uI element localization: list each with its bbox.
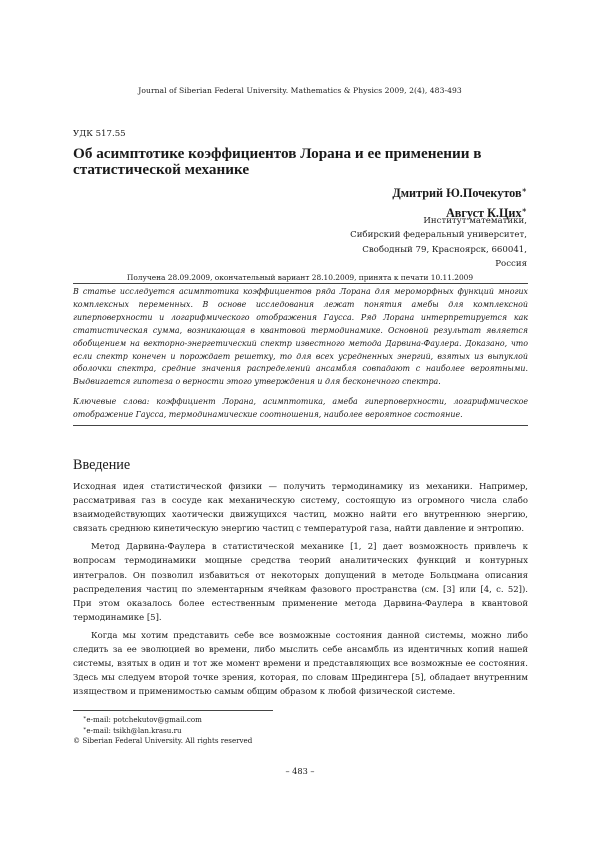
section-title: Введение [73, 457, 131, 473]
abstract: В статье исследуется асимптотика коэффициентов ряда Лорана для мероморфных функций многих комплексных переменных. В основе исследования лежат понятия амебы для комплексной гиперповерхности и логарифмического отображения Гаусса. Ряд Лорана интерпретируется как статистическая сумма, возникающая в квантовой термодинамике. Основной результат является обобщением на векторно-энергетический спектр известного метода Дарвина-Фаулера. Доказано, что если спектр конечен и порождает решетку, то для всех усредненных энергий, взятых из выпуклой оболочки спектра, средние значения распределений ансамбля совпадают с наиболее вероятными. Выдвигается гипотеза о верности этого утверждения и для бесконечного спектра. [73, 287, 528, 387]
keywords: Ключевые слова: коэффициент Лорана, асимптотика, амеба гиперповерхности, логарифмическое отображение Гаусса, термодинамические соотношения, наиболее вероятное состояние. [73, 397, 528, 420]
page-number: – 483 – [285, 766, 315, 776]
footnotes [73, 710, 273, 746]
copyright-line: © Siberian Federal University. All rights reserved [73, 735, 253, 745]
footnote-email-2 [73, 725, 273, 736]
affiliation [350, 214, 527, 271]
article-title: Об асимптотике коэффициентов Лорана и ее применении в статистической механике [73, 145, 482, 178]
author-1 [392, 182, 527, 202]
author-1-name: Дмитрий Ю.Почекутов [392, 186, 522, 200]
email-1: e-mail: potchekutov@gmail.com [86, 715, 202, 724]
affiliation-line-4: Россия [495, 258, 527, 269]
author-2-mark: ∗ [521, 207, 527, 214]
footnote-mark: ∗ [83, 725, 87, 732]
body-text [73, 480, 528, 699]
footnote-mark: ∗ [83, 715, 87, 721]
affiliation-line-1: Институт математики, [423, 216, 527, 226]
author-2-name: Август К.Цих [445, 206, 522, 220]
paragraph: Когда мы хотим представить себе все возможные состояния данной системы, можно либо следить за ее эволюцией во времени, либо мыслить себе ансамбль из идентичных копий нашей системы, взятых в один и тот же момент времени и представляющих все возможные ее состояния. Здесь мы следуем второй точке зрения, которая, по словам Шредингера [5], обладает внутренним изяществом и применимостью самым общим образом к любой физической системе. [73, 630, 528, 698]
paragraph: Исходная идея статистической физики — получить термодинамику из механики. Например, рассматривая газ в сосуде как механическую систему, состоящую из огромного числа слабо взаимодействующих хаотически движущихся частиц, можно найти его внутреннюю энергию, связать среднюю кинетическую энергию частиц с температурой газа, найти давление и энтропию. [73, 482, 528, 535]
paragraph: Метод Дарвина-Фаулера в статистической механике [1, 2] дает возможность привлечь к вопросам термодинамики мощные средства теорий аналитических функций и контурных интегралов. Он позволил избавиться от некоторых допущений в методе Больцмана описания распределения частиц по элементарным ячейкам фазового пространства (см. [3] или [4, с. 52]). При этом оказалось более естественным применение метода Дарвина-Фаулера в квантовой термодинамике [5]. [73, 542, 528, 623]
affiliation-line-2: Сибирский федеральный университет, [350, 230, 527, 241]
email-2: e-mail: tsikh@lan.krasu.ru [86, 725, 182, 735]
author-1-mark: ∗ [521, 187, 527, 194]
affiliation-line-3: Свободный 79, Красноярск, 660041, [362, 244, 527, 255]
udc-code: УДК 517.55 [73, 129, 126, 139]
abstract-box [73, 283, 528, 426]
received-dates: Получена 28.09.2009, окончательный вариант 28.10.2009, принята к печати 10.11.2009 [126, 273, 474, 282]
footnote-email-1 [73, 714, 273, 725]
running-head: Journal of Siberian Federal University. Mathematics & Physics 2009, 2(4), 483-493 [138, 86, 462, 95]
